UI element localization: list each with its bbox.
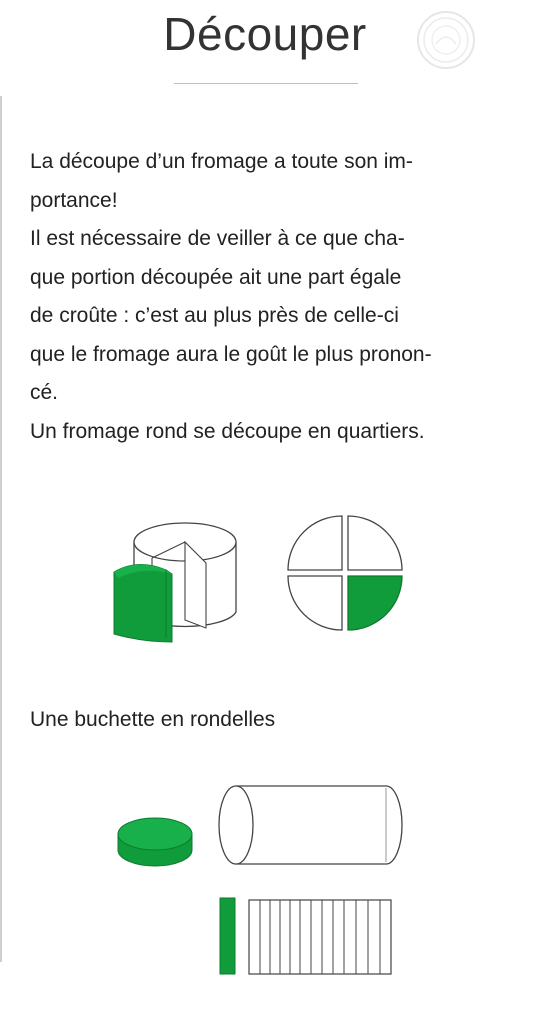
body-paragraph xyxy=(30,143,530,451)
body-line: Un fromage rond se découpe en quartiers. xyxy=(30,419,425,443)
cheese-slice-icon xyxy=(116,816,194,870)
body-line: cé. xyxy=(30,381,59,404)
section-caption: Une buchette en rondelles xyxy=(30,708,276,731)
title-divider xyxy=(174,83,358,84)
page-title: Découper xyxy=(163,8,367,60)
cheese-seal-icon xyxy=(414,8,478,72)
body-line: que le fromage aura le goût le plus pronon- xyxy=(30,342,432,366)
body-line: portance! xyxy=(30,188,118,212)
body-line: que portion découpée ait une part égale xyxy=(30,265,402,289)
left-margin-rule xyxy=(0,96,2,962)
body-line: Il est nécessaire de veiller à ce que cha- xyxy=(30,227,405,250)
round-cheese-cut-icon xyxy=(108,508,238,646)
body-line: La découpe d’un fromage a toute son im- xyxy=(30,150,413,173)
cheese-quarters-icon xyxy=(286,514,404,632)
body-line: de croûte : c’est au plus près de celle-ci xyxy=(30,304,399,327)
cheese-log-icon xyxy=(214,784,406,866)
sliced-log-icon xyxy=(218,896,394,976)
